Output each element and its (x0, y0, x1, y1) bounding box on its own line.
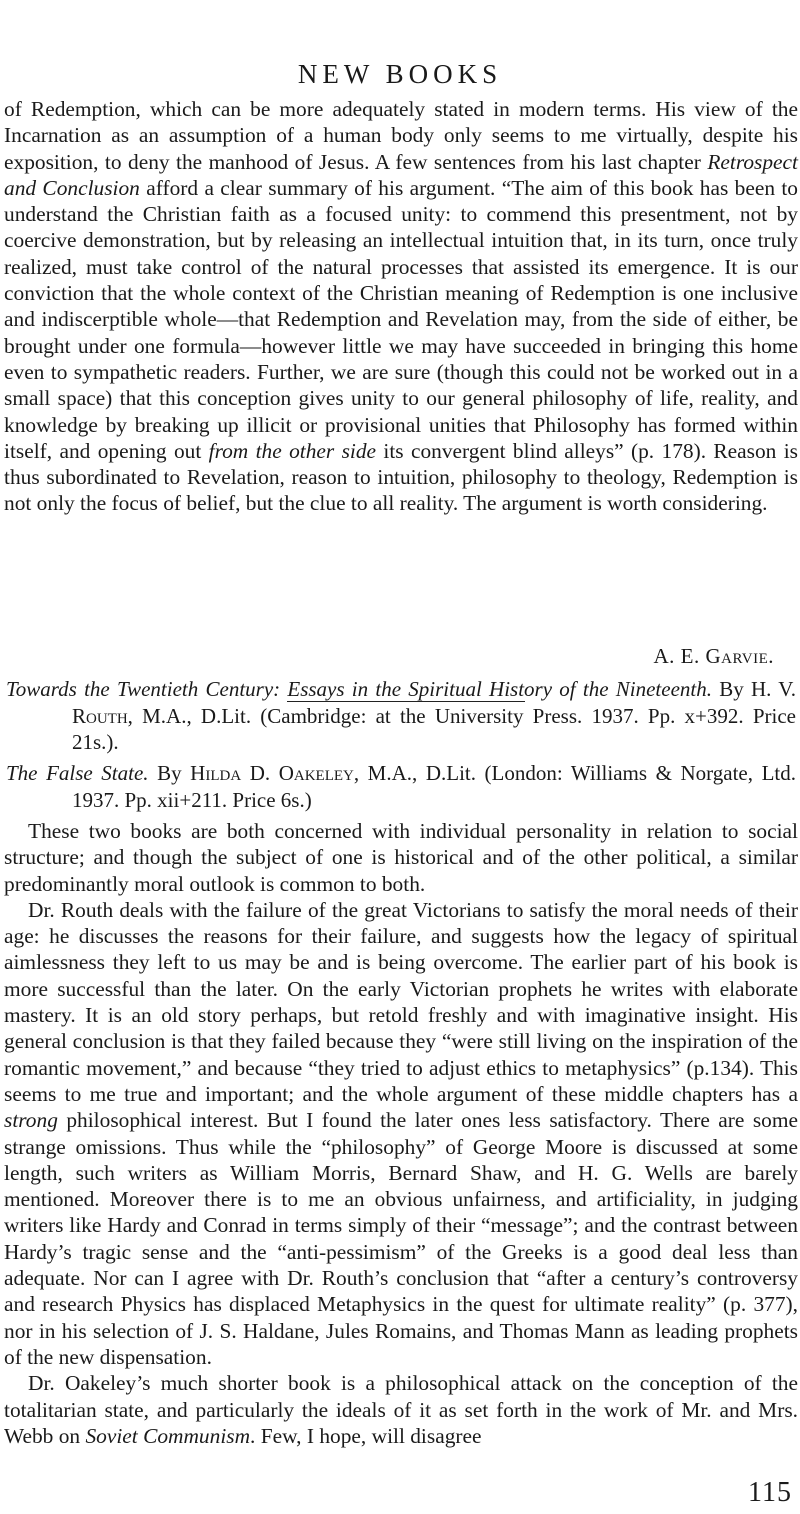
running-head: NEW BOOKS (297, 59, 503, 89)
review-garvie-continuation (4, 96, 798, 517)
review-paragraph: Dr. Routh deals with the failure of the great Victorians to satisfy the moral needs of their age: he discusses the reasons for their failure, and suggests how the legacy of spiritual aimlessness they left to us may be and is being overcome. The earlier part of his book is more successful than the later. On the early Victorian prophets he writes with elaborate mastery. It is an old story perhaps, but retold freshly and with imaginative insight. His general conclusion is that they failed because they “were still living on the inspiration of the romantic movement,” and because “they tried to adjust ethics to metaphysics” (p.134). This seems to me true and important; and the whole argument of these middle chapters has a strong philosophical interest. But I found the later ones less satisfactory. There are some strange omissions. Thus while the “philosophy” of George Moore is discussed at some length, such writers as William Morris, Bernard Shaw, and H. G. Wells are barely mentioned. Moreover there is to me an obvious unfairness, and artificiality, in judging writers like Hardy and Conrad in terms simply of their “message”; and the contrast between Hardy’s tragic sense and the “anti-pessimism” of the Greeks is a good deal less than adequate. Nor can I agree with Dr. Routh’s conclusion that “after a century’s controversy and research Physics has displaced Metaphysics in the quest for ultimate reality” (p. 377), nor in his selection of J. S. Haldane, Jules Romains, and Thomas Mann as leading prophets of the new dispensation. (4, 897, 798, 1369)
review-routh-oakeley (4, 818, 798, 1449)
reviewer-signature: A. E. Garvie. (653, 644, 774, 668)
italic-word: strong (4, 1108, 58, 1133)
page-number: 115 (748, 1477, 792, 1508)
book-details: , M.A., D.Lit. (London: Williams & Norgate, Ltd. 1937. Pp. xii+211. Price 6s.) (72, 761, 796, 812)
italic-book-title: Soviet Communism (85, 1423, 251, 1448)
book-details: , M.A., D.Lit. (Cambridge: at the University Press. 1937. Pp. x+392. Price 21s.). (72, 703, 796, 754)
review-paragraph: These two books are both concerned with individual personality in relation to social structure; and though the subject of one is historical and of the other political, a similar predominantly moral outlook is common to both. (4, 819, 798, 896)
review-paragraph: Dr. Oakeley’s much shorter book is a philosophical attack on the conception of the totalitarian state, and particularly the ideals of it as set forth in the work of Mr. and Mrs. Webb on Soviet Communism. Few, I hope, will disagree (4, 1371, 798, 1448)
book-title: The False State. (6, 761, 149, 785)
book-author: H. V. Routh (72, 677, 797, 728)
book-author: Hilda D. Oakeley (190, 761, 354, 785)
italic-phrase: from the other side (208, 438, 377, 463)
italic-chapter-title: Retrospect and Conclusion (4, 149, 798, 200)
book-citation-oakeley: The False State. By Hilda D. Oakeley, M.A., D.Lit. (London: Williams & Norgate, Ltd. 1937. Pp. xii+211. Price 6s.) (6, 761, 796, 812)
review-paragraph: of Redemption, which can be more adequately stated in modern terms. His view of the Incarnation as an assumption of a human body only seems to me virtually, despite his exposition, to deny the manhood of Jesus. A few sentences from his last chapter Retrospect and Conclusion afford a clear summary of his argument. “The aim of this book has been to understand the Christian faith as a focused unity: to commend this presentment, not by coercive demonstration, but by releasing an intellectual intuition that, in its turn, once truly realized, must take control of the natural processes that assisted its emergence. It is our conviction that the whole context of the Christian meaning of Redemption is one inclusive and indiscerptible whole—that Redemption and Revelation may, from the side of either, be brought under one formula—however little we may have succeeded in bringing this home even to sympathetic readers. Further, we are sure (though this could not be worked out in a small space) that this conception gives unity to our general philosophy of life, reality, and knowledge by breaking up illicit or provisional unities that Philosophy has formed within itself, and opening out from the other side its convergent blind alleys” (p. 178). Reason is thus subordinated to Revelation, reason to intuition, philosophy to theology, Redemption is not only the focus of belief, but the clue to all reality. The argument is worth considering. (4, 97, 798, 516)
book-citation-routh: Towards the Twentieth Century: Essays in the Spiritual History of the Nineteenth. By H. V. Routh, M.A., D.Lit. (Cambridge: at the University Press. 1937. Pp. x+392. Price 21s.). (6, 677, 797, 754)
book-title: Towards the Twentieth Century: Essays in the Spiritual History of the Nineteenth. (6, 677, 712, 701)
